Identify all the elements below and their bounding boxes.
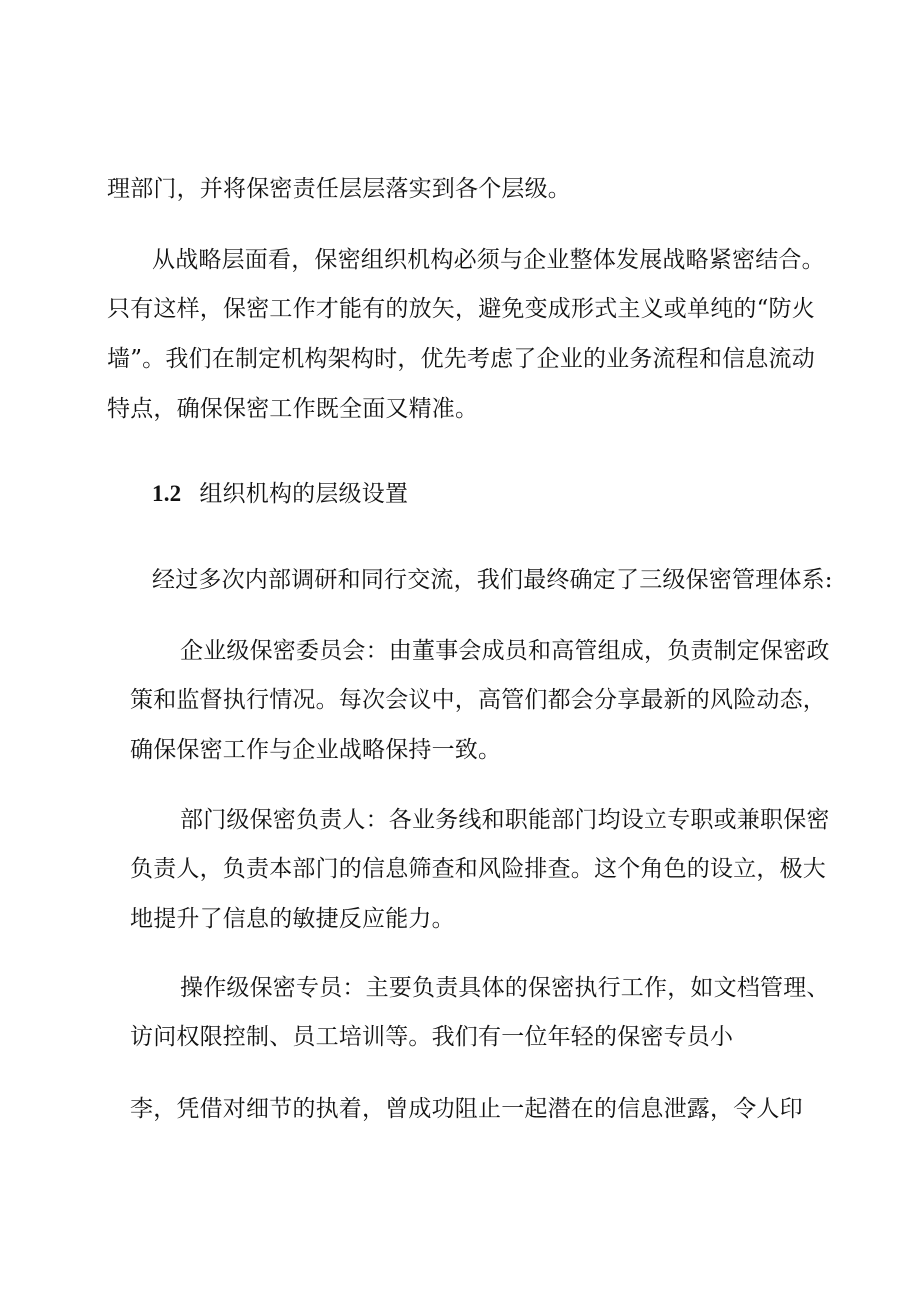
section-heading [152,478,408,510]
paragraph-line: 特点，确保保密工作既全面又精准。 [107,396,479,422]
paragraph-line: 从战略层面看，保密组织机构必须与企业整体发展战略紧密结合。 [152,247,825,273]
paragraph-line: 理部门，并将保密责任层层落实到各个层级。 [107,176,571,202]
paragraph-line: 地提升了信息的敏捷反应能力。 [130,906,455,932]
paragraph-line: 部门级保密负责人：各业务线和职能部门均设立专职或兼职保密 [180,807,830,833]
paragraph-line: 操作级保密专员：主要负责具体的保密执行工作，如文档管理、 [180,975,830,1001]
paragraph-line: 确保保密工作与企业战略保持一致。 [130,737,502,763]
paragraph-line: 策和监督执行情况。每次会议中，高管们都会分享最新的风险动态， [130,687,826,713]
paragraph-line: 负责人，负责本部门的信息筛查和风险排查。这个角色的设立，极大 [130,856,826,882]
section-number: 1.2 [152,481,182,506]
paragraph-line: 访问权限控制、员工培训等。我们有一位年轻的保密专员小 [130,1024,734,1050]
paragraph-line: 李，凭借对细节的执着，曾成功阻止一起潜在的信息泄露，令人印 [130,1096,803,1122]
paragraph-line: 经过多次内部调研和同行交流，我们最终确定了三级保密管理体系: [152,567,833,593]
paragraph-line: 只有这样，保密工作才能有的放矢，避免变成形式主义或单纯的“防火 [107,296,815,322]
paragraph-line: 墙”。我们在制定机构架构时，优先考虑了企业的业务流程和信息流动 [107,346,815,372]
section-title: 组织机构的层级设置 [199,481,409,507]
paragraph-line: 企业级保密委员会：由董事会成员和高管组成，负责制定保密政 [180,638,830,664]
